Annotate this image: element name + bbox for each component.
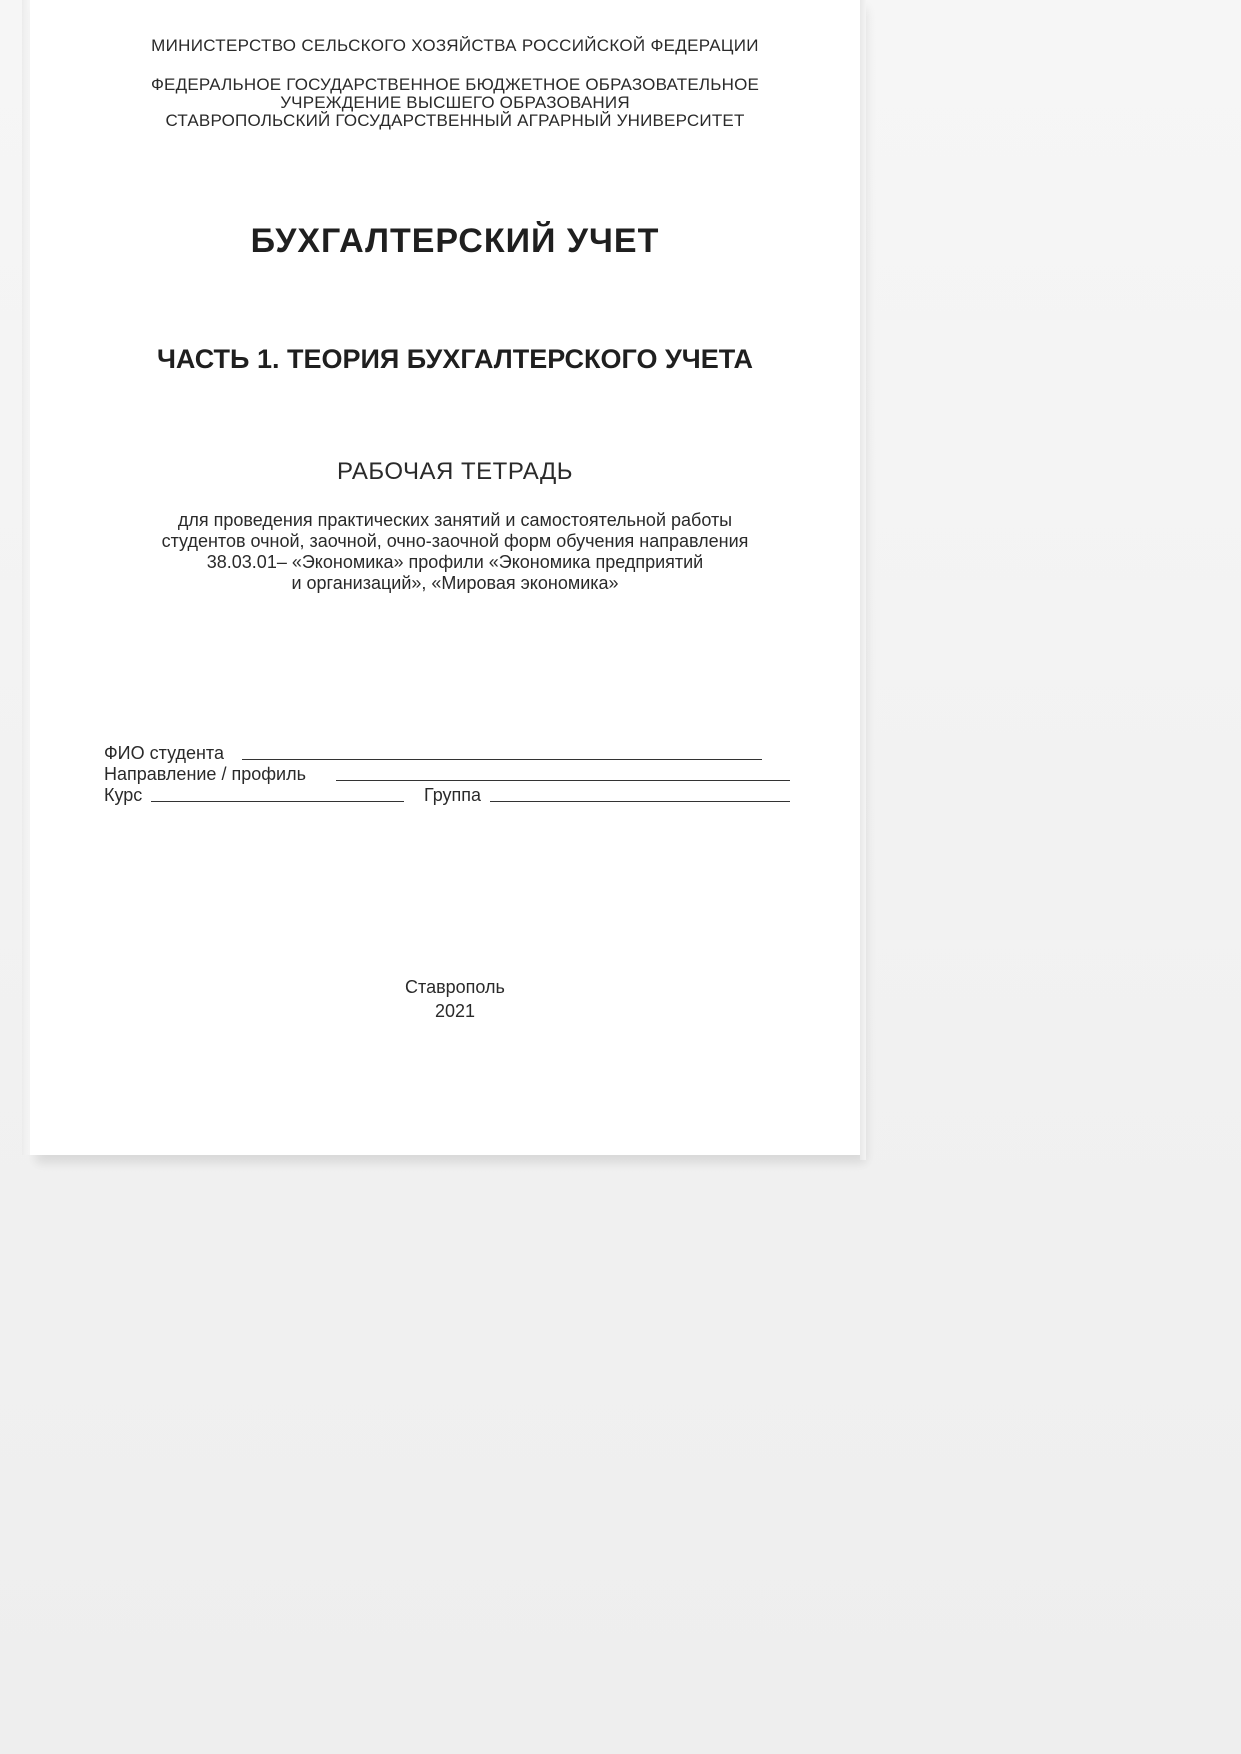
group-label: Группа (424, 785, 482, 805)
purpose-line-2: студентов очной, заочной, очно-заочной форм обучения направления (161, 531, 749, 551)
purpose-line-3: 38.03.01– «Экономика» профили «Экономика предприятий (206, 552, 704, 572)
publication-year: 2021 (434, 1001, 476, 1021)
document-title: БУХГАЛТЕРСКИЙ УЧЕТ (250, 222, 660, 260)
publication-info (40, 975, 870, 1023)
student-name-field[interactable] (242, 743, 762, 760)
institution-line-2: УЧРЕЖДЕНИЕ ВЫСШЕГО ОБРАЗОВАНИЯ (280, 93, 630, 112)
course-field[interactable] (151, 785, 404, 802)
group-field[interactable] (490, 785, 790, 802)
institution-name (40, 76, 870, 130)
workbook-label: РАБОЧАЯ ТЕТРАДЬ (336, 458, 574, 485)
purpose-description (40, 510, 870, 594)
institution-line-1: ФЕДЕРАЛЬНОЕ ГОСУДАРСТВЕННОЕ БЮДЖЕТНОЕ ОБРАЗОВАТЕЛЬНОЕ (150, 75, 760, 94)
direction-profile-label: Направление / профиль (104, 764, 306, 784)
institution-line-3: СТАВРОПОЛЬСКИЙ ГОСУДАРСТВЕННЫЙ АГРАРНЫЙ УНИВЕРСИТЕТ (165, 111, 745, 130)
purpose-line-1: для проведения практических занятий и самостоятельной работы (177, 510, 733, 530)
part-title: ЧАСТЬ 1. ТЕОРИЯ БУХГАЛТЕРСКОГО УЧЕТА (156, 344, 754, 374)
publication-city: Ставрополь (405, 977, 505, 997)
student-name-label: ФИО студента (104, 743, 224, 763)
ministry-name: МИНИСТЕРСТВО СЕЛЬСКОГО ХОЗЯЙСТВА РОССИЙСКОЙ ФЕДЕРАЦИИ (151, 36, 759, 55)
purpose-line-4: и организаций», «Мировая экономика» (291, 573, 619, 593)
direction-profile-field[interactable] (336, 764, 790, 781)
course-label: Курс (104, 785, 143, 805)
